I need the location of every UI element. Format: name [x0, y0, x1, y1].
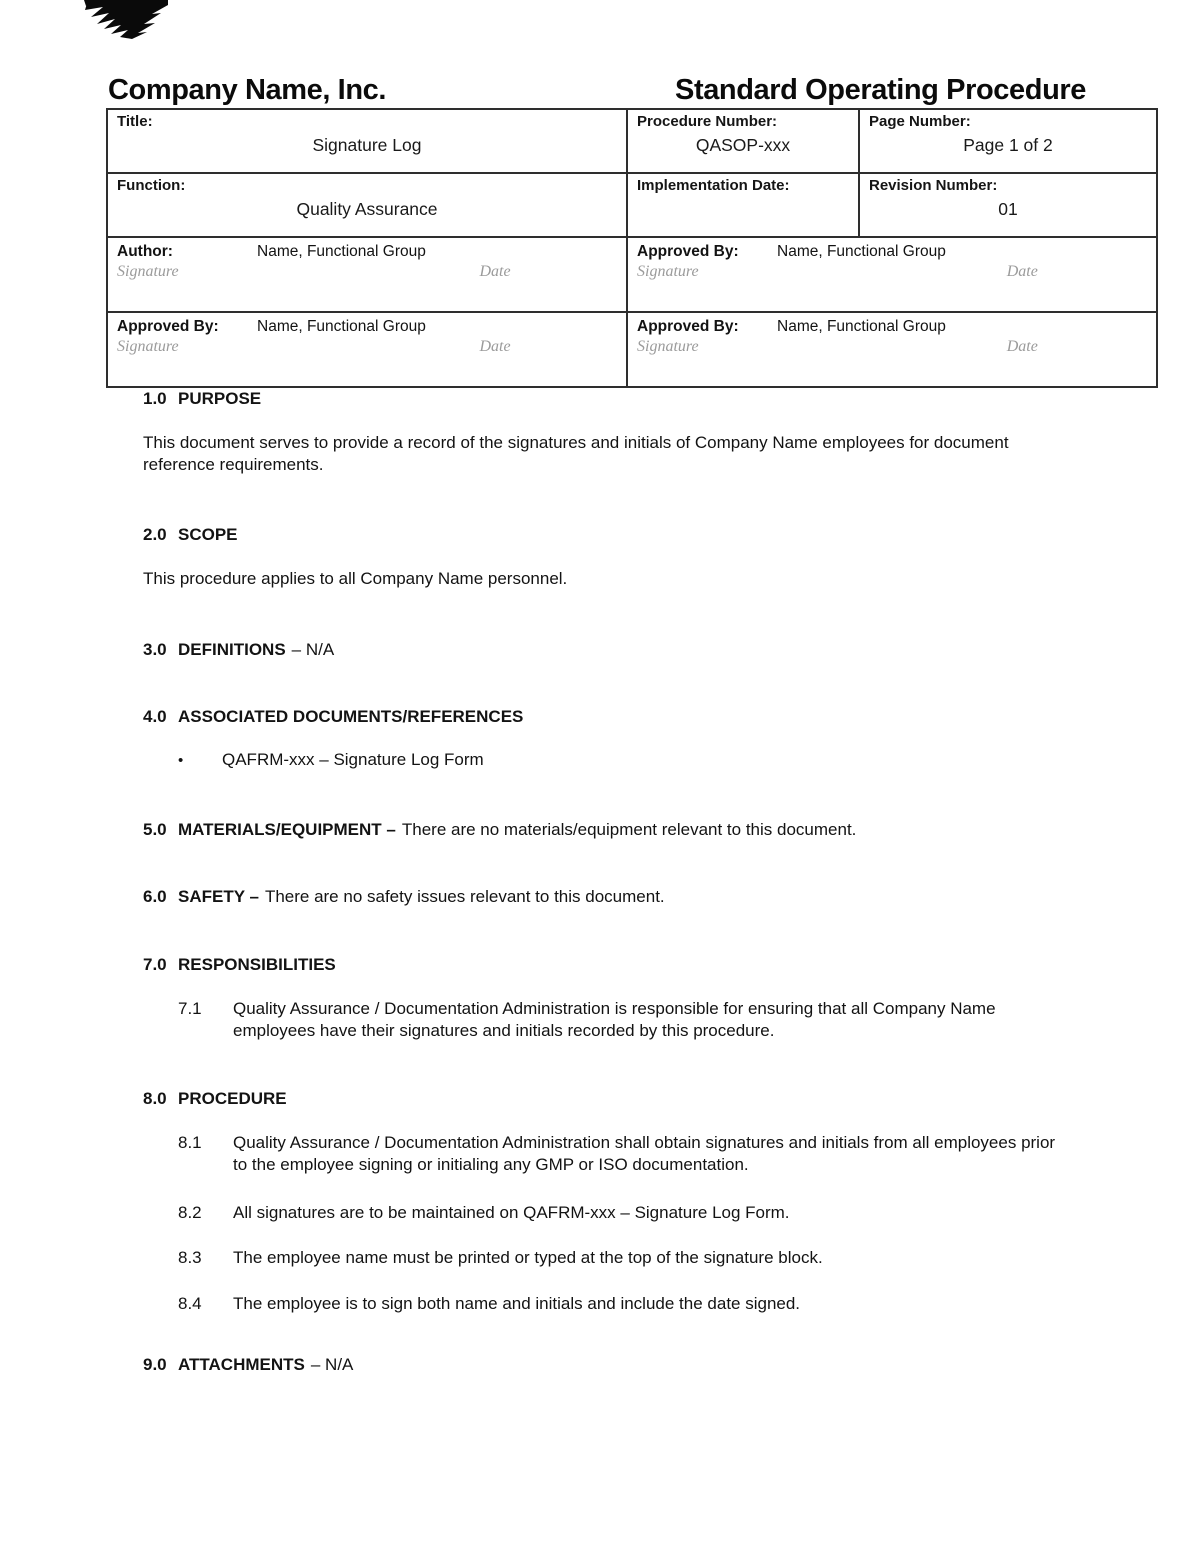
clause-text: All signatures are to be maintained on QAFRM-xxx – Signature Log Form.	[233, 1203, 790, 1222]
document-type-title: Standard Operating Procedure	[675, 74, 1086, 106]
page-number-label: Page Number:	[869, 113, 971, 130]
signature-placeholder: Signature	[117, 338, 179, 355]
numbered-clause	[178, 998, 1061, 1042]
numbered-clause	[178, 1132, 1061, 1176]
section-heading-safety	[143, 887, 665, 907]
section-tail-text: – N/A	[291, 640, 335, 659]
clause-number: 8.1	[178, 1133, 202, 1152]
section-number: 9.0	[143, 1355, 167, 1374]
numbered-clause	[178, 1202, 1061, 1224]
numbered-clause	[178, 1293, 1061, 1315]
approved-by-signature-block	[627, 237, 1157, 312]
function-value: Quality Assurance	[296, 199, 438, 219]
signature-placeholder: Signature	[637, 263, 699, 280]
clause-number: 8.4	[178, 1294, 202, 1313]
title-cell	[107, 109, 627, 173]
role-label: Author:	[117, 243, 173, 260]
section-number: 5.0	[143, 820, 167, 839]
table-row	[107, 109, 1157, 173]
revision-number-label: Revision Number:	[869, 177, 998, 194]
implementation-date-label: Implementation Date:	[637, 177, 790, 194]
section-heading-materials-equipment	[143, 820, 856, 840]
name-placeholder: Name, Functional Group	[777, 318, 946, 335]
section-number: 6.0	[143, 887, 167, 906]
clause-text: Quality Assurance / Documentation Administration shall obtain signatures and initials from all employees prior to the employee signing or initialing any GMP or ISO documentation.	[233, 1133, 1056, 1174]
section-number: 2.0	[143, 525, 167, 544]
section-heading-definitions	[143, 640, 334, 660]
section-title: ASSOCIATED DOCUMENTS/REFERENCES	[178, 707, 524, 726]
procedure-number-cell	[627, 109, 859, 173]
clause-text: The employee is to sign both name and initials and include the date signed.	[233, 1294, 801, 1313]
ink-smudge-artifact	[84, 0, 168, 40]
clause-number: 8.3	[178, 1248, 202, 1267]
section-title: SAFETY –	[178, 887, 259, 906]
section-tail-text: There are no safety issues relevant to this document.	[264, 887, 665, 906]
bullet-icon	[178, 750, 222, 770]
title-value: Signature Log	[312, 135, 422, 155]
approved-by-signature-block	[107, 312, 627, 387]
role-label: Approved By:	[637, 318, 739, 335]
purpose-paragraph: This document serves to provide a record of the signatures and initials of Company Name employees for document reference requirements.	[143, 433, 1009, 474]
company-name: Company Name, Inc.	[108, 74, 387, 106]
scope-paragraph: This procedure applies to all Company Name personnel.	[143, 569, 568, 588]
section-heading-responsibilities	[143, 955, 336, 975]
sop-info-table	[106, 108, 1158, 388]
section-number: 7.0	[143, 955, 167, 974]
section-title: SCOPE	[178, 525, 238, 544]
clause-number: 7.1	[178, 999, 202, 1018]
section-tail-text: There are no materials/equipment relevant to this document.	[401, 820, 857, 839]
section-title: RESPONSIBILITIES	[178, 955, 336, 974]
section-heading-associated-documents	[143, 707, 523, 727]
section-heading-purpose	[143, 389, 261, 409]
name-placeholder: Name, Functional Group	[777, 243, 946, 260]
table-row	[107, 237, 1157, 312]
function-label: Function:	[117, 177, 186, 194]
signature-placeholder: Signature	[637, 338, 699, 355]
section-heading-procedure	[143, 1089, 287, 1109]
section-number: 3.0	[143, 640, 167, 659]
revision-number-value: 01	[998, 199, 1018, 219]
revision-number-cell	[859, 173, 1157, 237]
masthead	[108, 74, 1086, 107]
section-title: ATTACHMENTS	[178, 1355, 305, 1374]
approved-by-signature-block	[627, 312, 1157, 387]
section-number: 1.0	[143, 389, 167, 408]
section-title: MATERIALS/EQUIPMENT –	[178, 820, 396, 839]
section-number: 4.0	[143, 707, 167, 726]
date-placeholder: Date	[479, 338, 511, 355]
clause-text: Quality Assurance / Documentation Administration is responsible for ensuring that all Company Name employees have their signatures and initials recorded by this procedure.	[233, 999, 996, 1040]
clause-text: The employee name must be printed or typed at the top of the signature block.	[233, 1248, 823, 1267]
name-placeholder: Name, Functional Group	[257, 318, 426, 335]
implementation-date-cell	[627, 173, 859, 237]
section-title: PURPOSE	[178, 389, 262, 408]
section-number: 8.0	[143, 1089, 167, 1108]
section-heading-scope	[143, 525, 238, 545]
table-row	[107, 312, 1157, 387]
title-label: Title:	[117, 113, 153, 130]
procedure-number-value: QASOP-xxx	[695, 135, 791, 155]
page-number-cell	[859, 109, 1157, 173]
name-placeholder: Name, Functional Group	[257, 243, 426, 260]
procedure-number-label: Procedure Number:	[637, 113, 778, 130]
page-number-value: Page 1 of 2	[963, 135, 1053, 155]
date-placeholder: Date	[1006, 338, 1038, 355]
signature-placeholder: Signature	[117, 263, 179, 280]
numbered-clause	[178, 1247, 1061, 1269]
role-label: Approved By:	[117, 318, 219, 335]
clause-number: 8.2	[178, 1203, 202, 1222]
reference-list-item	[178, 750, 484, 770]
author-signature-block	[107, 237, 627, 312]
section-title: DEFINITIONS	[178, 640, 286, 659]
section-tail-text: – N/A	[310, 1355, 354, 1374]
function-cell	[107, 173, 627, 237]
section-title: PROCEDURE	[178, 1089, 287, 1108]
section-heading-attachments	[143, 1355, 353, 1375]
date-placeholder: Date	[1006, 263, 1038, 280]
table-row	[107, 173, 1157, 237]
role-label: Approved By:	[637, 243, 739, 260]
reference-text: QAFRM-xxx – Signature Log Form	[222, 750, 484, 769]
date-placeholder: Date	[479, 263, 511, 280]
